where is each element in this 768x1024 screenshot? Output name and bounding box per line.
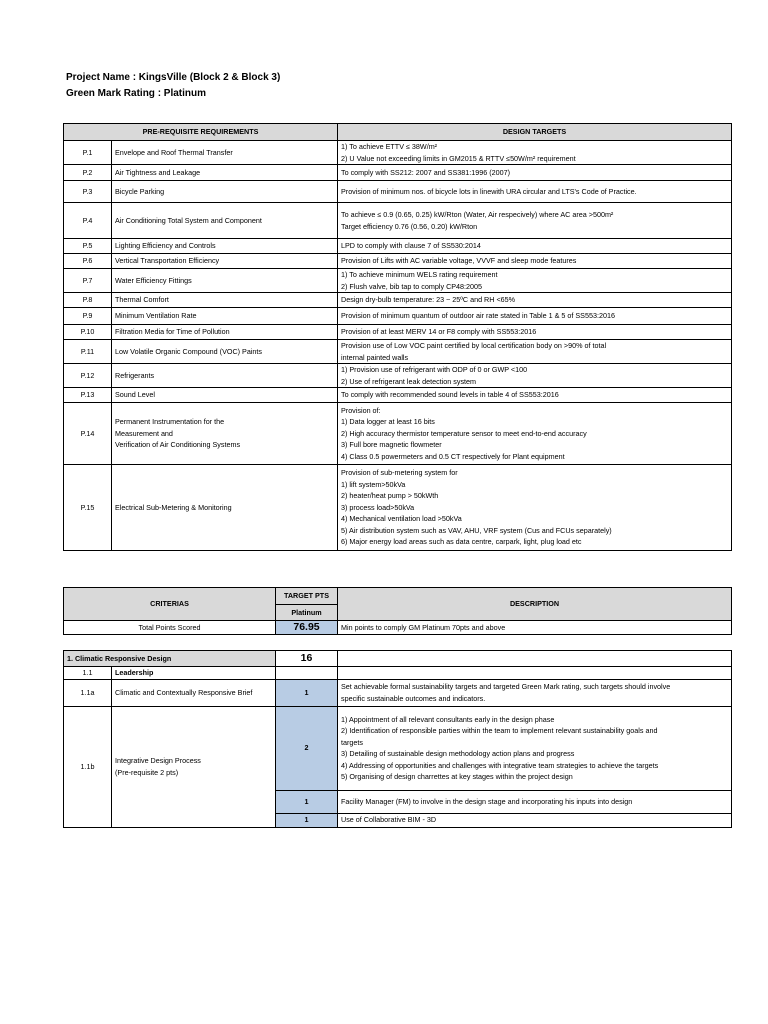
table-row: [64, 325, 732, 340]
target-line: Provision of sub-metering system for: [341, 468, 458, 478]
table-row: [64, 706, 732, 790]
prereq-header-targets: DESIGN TARGETS: [338, 124, 732, 141]
total-points-description: Min points to comply GM Platinum 70pts and above: [338, 621, 732, 635]
row-name: Air Conditioning Total System and Component: [112, 203, 338, 239]
row-name: Vertical Transportation Efficiency: [112, 254, 338, 269]
row-targets: [338, 254, 732, 269]
row-points: 1: [276, 679, 338, 706]
subsection-title: Leadership: [112, 667, 276, 680]
target-line: 5) Air distribution system such as VAV, AHU, VRF system (Cus and FCUs separately): [341, 525, 612, 535]
target-line: LPD to comply with clause 7 of SS530:2014: [341, 241, 481, 251]
subsection-description: [338, 667, 732, 680]
target-line: 2) High accuracy thermistor temperature sensor to meet end-to-end accuracy: [341, 428, 587, 438]
row-name: Envelope and Roof Thermal Transfer: [112, 141, 338, 165]
description-line: 2) Identification of responsible parties within the team to implement relevant sustainability goals and: [341, 726, 658, 735]
target-line: 1) lift system>50kVa: [341, 479, 406, 489]
row-description: Facility Manager (FM) to involve in the design stage and incorporating his inputs into design: [338, 790, 732, 813]
description-line: 1) Appointment of all relevant consultants early in the design phase: [341, 714, 555, 724]
row-name: Climatic and Contextually Responsive Brief: [112, 679, 276, 706]
points-table: [63, 587, 732, 635]
row-targets: [338, 340, 732, 364]
description-line: targets: [341, 737, 363, 747]
description-line: 5) Organising of design charrettes at key stages within the project design: [341, 772, 573, 781]
row-targets: [338, 364, 732, 388]
row-name: Low Volatile Organic Compound (VOC) Paints: [112, 340, 338, 364]
target-line: 4) Class 0.5 powermeters and 0.5 CT respectively for Plant equipment: [341, 451, 565, 461]
target-line: internal painted walls: [341, 352, 409, 362]
target-line: Provision of minimum nos. of bicycle lots in linewith URA circular and LTS's Code of Practice.: [341, 186, 637, 196]
table-row: [64, 181, 732, 203]
row-points: 1: [276, 813, 338, 827]
target-line: 1) To achieve ETTV ≤ 38W/m²: [341, 142, 438, 151]
row-targets: [338, 141, 732, 165]
row-code: P.1: [64, 141, 112, 165]
total-points-label: Total Points Scored: [64, 621, 276, 635]
row-name: Air Tightness and Leakage: [112, 165, 338, 181]
target-line: Target efficiency 0.76 (0.56, 0.20) kW/Rton: [341, 221, 478, 231]
row-name: Bicycle Parking: [112, 181, 338, 203]
row-name: Sound Level: [112, 388, 338, 403]
row-targets: [338, 181, 732, 203]
target-line: 3) Full bore magnetic flowmeter: [341, 440, 442, 450]
row-name: Refrigerants: [112, 364, 338, 388]
table-row: [64, 679, 732, 706]
row-code: P.2: [64, 165, 112, 181]
target-line: 2) heater/heat pump > 50kWth: [341, 491, 439, 501]
row-name: Permanent Instrumentation for the Measurement and Verification of Air Conditioning Systems: [112, 403, 338, 465]
description-line: 4) Addressing of opportunities and challenges with integrative team strategies to achieve the targets: [341, 760, 659, 770]
section-title: 1. Climatic Responsive Design: [64, 651, 276, 667]
criterias-header: CRITERIAS: [64, 588, 276, 621]
row-code: P.14: [64, 403, 112, 465]
row-name: Thermal Comfort: [112, 293, 338, 308]
row-code: P.12: [64, 364, 112, 388]
row-code: P.3: [64, 181, 112, 203]
row-code: P.15: [64, 465, 112, 551]
row-code: P.9: [64, 308, 112, 325]
row-code: P.4: [64, 203, 112, 239]
row-targets: [338, 308, 732, 325]
table-row: [64, 203, 732, 239]
target-line: Provision of minimum quantum of outdoor air rate stated in Table 1 & 5 of SS553:2016: [341, 311, 615, 321]
target-line: 4) Mechanical ventilation load >50kVa: [341, 514, 462, 524]
section-description: [338, 651, 732, 667]
climatic-table: [63, 650, 732, 828]
green-mark-rating: Green Mark Rating : Platinum: [66, 88, 207, 99]
target-line: Provision use of Low VOC paint certified by local certification body on >90% of total: [341, 341, 607, 350]
target-line: Design dry-bulb temperature: 23 ~ 25ºC and RH <65%: [341, 295, 516, 305]
table-row: [64, 293, 732, 308]
row-name: Minimum Ventilation Rate: [112, 308, 338, 325]
row-points: 1: [276, 790, 338, 813]
table-row: [64, 388, 732, 403]
subsection-code: 1.1: [64, 667, 112, 680]
table-row: [64, 165, 732, 181]
target-line: Provision of:: [341, 405, 381, 415]
row-description: [338, 679, 732, 706]
table-row: [64, 254, 732, 269]
row-code: P.8: [64, 293, 112, 308]
table-row: [64, 239, 732, 254]
row-name: Lighting Efficiency and Controls: [112, 239, 338, 254]
row-description: Use of Collaborative BIM - 3D: [338, 813, 732, 827]
table-row: [64, 364, 732, 388]
total-points-value: 76.95: [276, 621, 338, 635]
row-name: Electrical Sub-Metering & Monitoring: [112, 465, 338, 551]
target-line: To comply with recommended sound levels in table 4 of SS553:2016: [341, 390, 559, 400]
row-targets: [338, 403, 732, 465]
row-targets: [338, 203, 732, 239]
target-line: 1) Data logger at least 16 bits: [341, 417, 435, 427]
row-code: P.7: [64, 269, 112, 293]
row-targets: [338, 388, 732, 403]
row-description: [338, 706, 732, 790]
target-line: 2) U Value not exceeding limits in GM2015 & RTTV ≤50W/m² requirement: [341, 153, 576, 163]
row-targets: [338, 325, 732, 340]
row-points: 2: [276, 706, 338, 790]
subsection-points: [276, 667, 338, 680]
row-targets: [338, 293, 732, 308]
row-name: Filtration Media for Time of Pollution: [112, 325, 338, 340]
table-row: [64, 308, 732, 325]
row-code: P.10: [64, 325, 112, 340]
table-row: [64, 269, 732, 293]
table-row: [64, 141, 732, 165]
row-code: P.5: [64, 239, 112, 254]
row-code: P.11: [64, 340, 112, 364]
target-line: To achieve ≤ 0.9 (0.65, 0.25) kW/Rton (Water, Air respecively) where AC area >500m²: [341, 210, 614, 219]
description-line: specific sustainable outcomes and indicators.: [341, 693, 486, 703]
table-row: [64, 340, 732, 364]
target-line: 2) Flush valve, bib tap to comply CP48:2005: [341, 281, 483, 291]
row-targets: [338, 239, 732, 254]
section-points: 16: [276, 651, 338, 667]
target-line: 1) Provision use of refrigerant with ODP of 0 or GWP <100: [341, 365, 528, 374]
target-line: 3) process load>50kVa: [341, 502, 415, 512]
row-targets: [338, 269, 732, 293]
row-name: Integrative Design Process (Pre-requisite 2 pts): [112, 706, 276, 827]
description-line: 3) Detailing of sustainable design methodology action plans and progress: [341, 749, 575, 758]
row-code: 1.1b: [64, 706, 112, 827]
prerequisite-table: [63, 123, 732, 551]
target-pts-header: TARGET PTS: [276, 588, 338, 605]
row-code: P.13: [64, 388, 112, 403]
row-code: P.6: [64, 254, 112, 269]
prereq-header-requirements: PRE-REQUISITE REQUIREMENTS: [64, 124, 338, 141]
row-name: Water Efficiency Fittings: [112, 269, 338, 293]
target-line: 1) To achieve minimum WELS rating requirement: [341, 270, 498, 279]
platinum-header: Platinum: [276, 605, 338, 621]
description-line: Set achievable formal sustainability targets and targeted Green Mark rating, such targets should involve: [341, 682, 671, 691]
target-line: 6) Major energy load areas such as data centre, carpark, light, plug load etc: [341, 537, 582, 547]
row-targets: [338, 465, 732, 551]
target-line: Provision of Lifts with AC variable voltage, VVVF and sleep mode features: [341, 256, 577, 266]
project-name: Project Name : KingsVille (Block 2 & Block 3): [66, 72, 281, 83]
row-code: 1.1a: [64, 679, 112, 706]
target-line: Provision of at least MERV 14 or F8 comply with SS553:2016: [341, 327, 537, 337]
table-row: [64, 465, 732, 551]
row-targets: [338, 165, 732, 181]
description-header: DESCRIPTION: [338, 588, 732, 621]
table-row: [64, 403, 732, 465]
target-line: 2) Use of refrigerant leak detection system: [341, 376, 477, 386]
target-line: To comply with SS212: 2007 and SS381:1996 (2007): [341, 167, 511, 177]
